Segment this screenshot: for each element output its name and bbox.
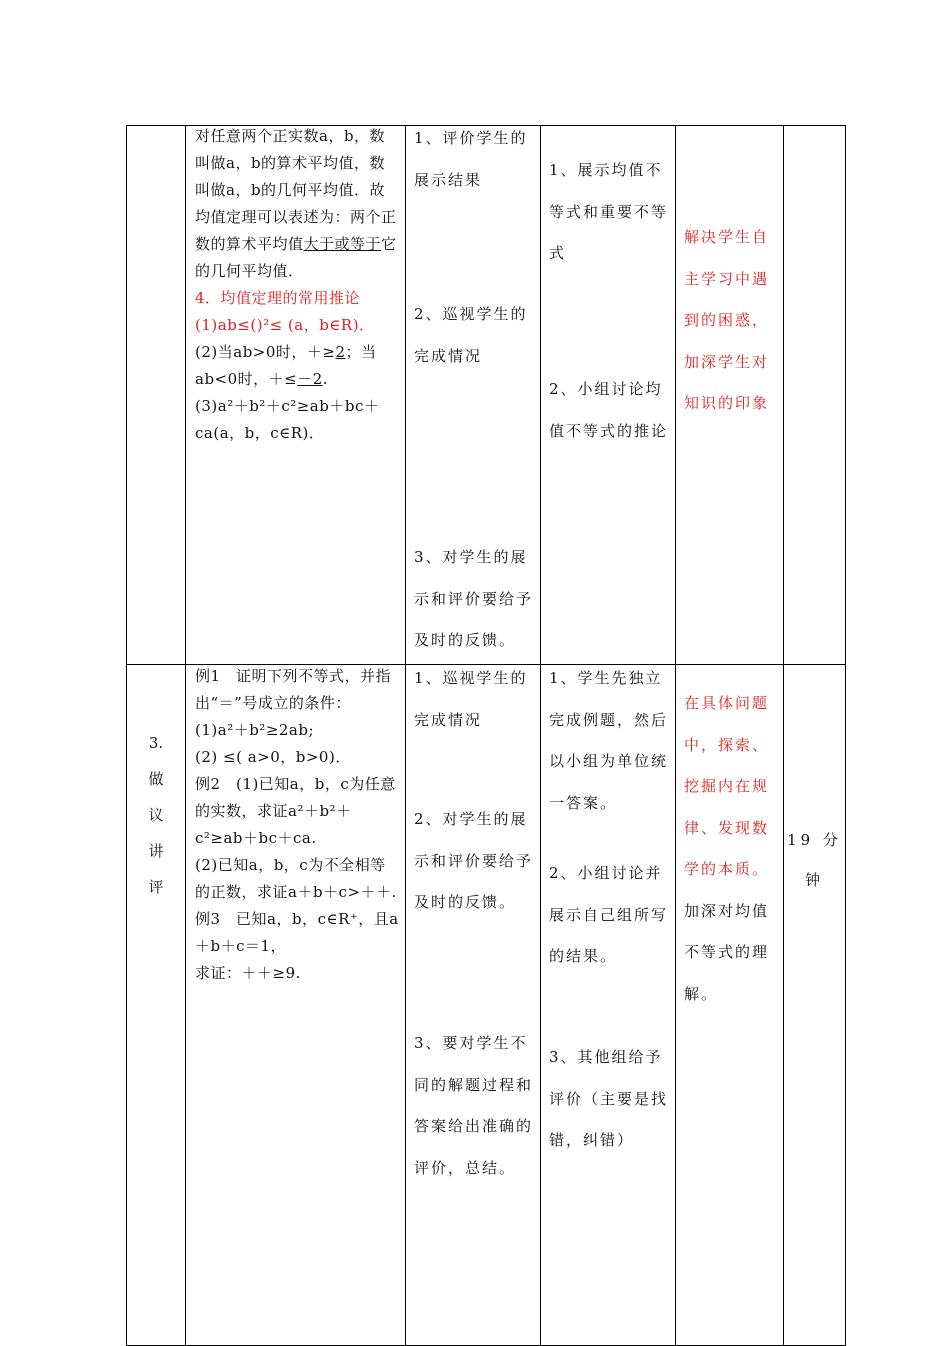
- student-item: 1、展示均值不等式和重要不等式: [549, 161, 669, 262]
- design-intent-note: 加深对均值不等式的理解。: [684, 901, 770, 1003]
- stage-char: 评: [148, 878, 164, 896]
- teacher-item: 1、评价学生的展示结果: [414, 129, 528, 189]
- time-cell: [784, 665, 846, 1346]
- corollary-2: (2)当ab>0时，＋≥2；当ab<0时，＋≤－2.: [195, 343, 377, 388]
- content-paragraph: 对任意两个正实数a，b，数叫做a，b的算术平均值，数叫做a，b的几何平均值．故均值定理可以表述为：两个正数的算术平均值: [195, 127, 397, 253]
- stage-number: 3.: [148, 734, 164, 752]
- teacher-item: 3、要对学生不同的解题过程和答案给出准确的评价，总结。: [414, 1034, 534, 1177]
- corollary-3: (3)a²＋b²＋c²≥ab＋bc＋ca(a，b，c∈R)．: [195, 397, 380, 442]
- teacher-item: 1、巡视学生的完成情况: [414, 669, 528, 729]
- corollary-1: (1)ab≤()²≤ (a，b∈R)．: [195, 316, 375, 334]
- table-row: [127, 126, 846, 665]
- example-line: 例1 证明下列不等式，并指出“＝”号成立的条件：: [195, 667, 392, 712]
- underlined-text: 大于或等于: [303, 235, 382, 253]
- content-cell: [186, 665, 406, 1346]
- example-line: 求证：＋＋≥9.: [195, 964, 301, 982]
- design-intent: 在具体问题中，探索、挖掘内在规律、发现数学的本质。: [684, 694, 770, 878]
- stage-cell: [127, 665, 186, 1346]
- content-cell: [186, 126, 406, 665]
- stage-cell: [127, 126, 186, 665]
- student-item: 2、小组讨论均值不等式的推论: [549, 380, 669, 440]
- student-activity-cell: [541, 126, 676, 665]
- student-activity-cell: [541, 665, 676, 1346]
- design-intent: 解决学生自主学习中遇到的困惑，加深学生对知识的印象: [684, 228, 770, 412]
- table-row: [127, 665, 846, 1346]
- stage-char: 讲: [148, 842, 164, 860]
- section-title: 4．均值定理的常用推论: [195, 289, 361, 307]
- student-item: 2、小组讨论并展示自己组所写的结果。: [549, 864, 669, 965]
- teacher-activity-cell: [406, 126, 541, 665]
- design-intent-cell: [676, 126, 784, 665]
- example-line: (1)a²＋b²≥2ab;: [195, 721, 315, 739]
- example-line: (2)已知a，b，c为不全相等的正数，求证a＋b＋c>＋＋.: [195, 856, 397, 901]
- example-line: (2) ≤( a>0，b>0)．: [195, 748, 351, 766]
- example-line: 例3 已知a，b，c∈R⁺，且a＋b＋c＝1，: [195, 910, 399, 955]
- design-intent-cell: [676, 665, 784, 1346]
- teacher-item: 2、巡视学生的完成情况: [414, 305, 528, 365]
- lesson-plan-table: [126, 125, 846, 1346]
- time-duration: 19 分钟: [787, 831, 842, 889]
- student-item: 1、学生先独立完成例题，然后以小组为单位统一答案。: [549, 669, 669, 812]
- teacher-item: 3、对学生的展示和评价要给予及时的反馈。: [414, 548, 534, 649]
- stage-char: 议: [148, 806, 164, 824]
- content-paragraph-tail: 它的几何平均值．: [195, 235, 397, 280]
- example-line: 例2 (1)已知a，b，c为任意的实数，求证a²＋b²＋c²≥ab＋bc＋ca.: [195, 775, 396, 847]
- student-item: 3、其他组给予评价（主要是找错，纠错）: [549, 1048, 669, 1149]
- time-cell: [784, 126, 846, 665]
- teacher-activity-cell: [406, 665, 541, 1346]
- teacher-item: 2、对学生的展示和评价要给予及时的反馈。: [414, 810, 534, 911]
- stage-char: 做: [148, 770, 164, 788]
